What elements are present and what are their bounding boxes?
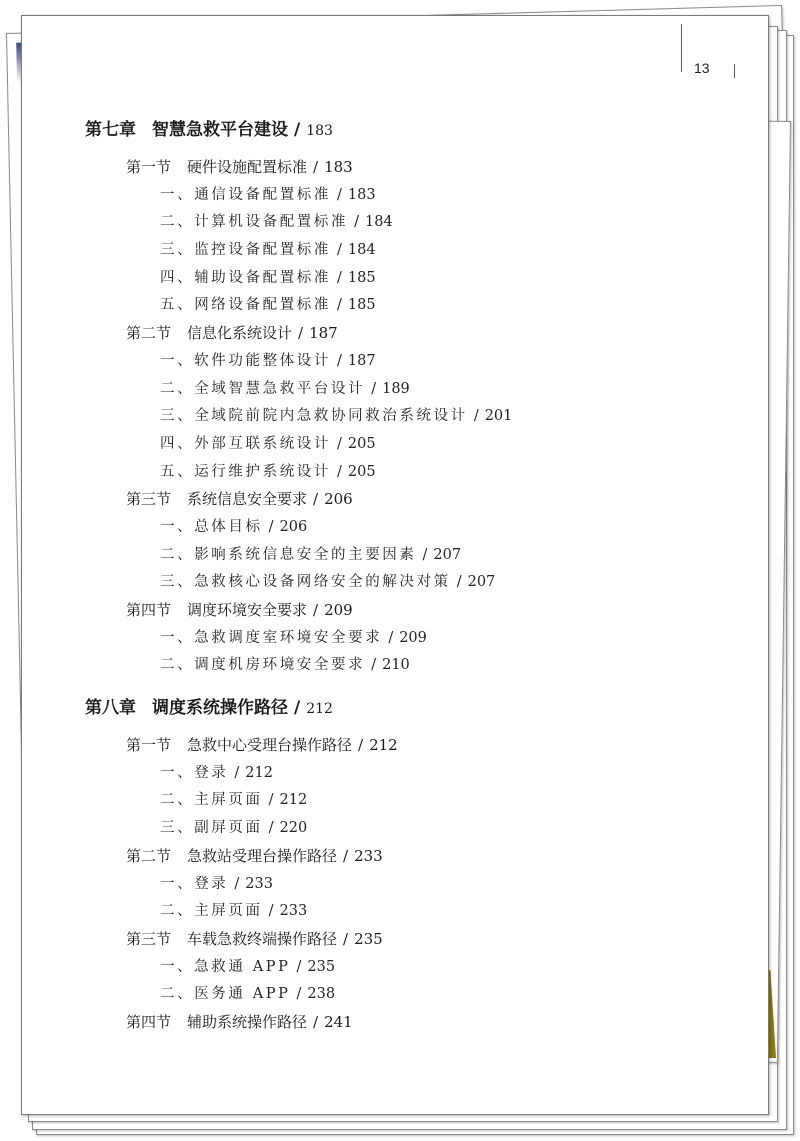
item-number: 一、 xyxy=(160,518,195,535)
item-page: 205 xyxy=(347,435,376,452)
item-title: 登录 xyxy=(194,764,229,781)
section-number: 第三节 xyxy=(126,929,172,948)
section-number: 第四节 xyxy=(126,601,172,619)
section-title: 信息化系统设计 xyxy=(187,324,293,343)
toc-item[interactable] xyxy=(85,569,745,597)
separator: / xyxy=(313,158,319,176)
item-page: 207 xyxy=(467,574,496,591)
toc-chapter[interactable] xyxy=(85,116,745,148)
item-title: 计算机设备配置标准 xyxy=(194,214,349,231)
separator: / xyxy=(354,214,359,231)
toc-item[interactable] xyxy=(85,954,745,982)
section-number: 第三节 xyxy=(126,490,172,509)
separator: / xyxy=(268,518,274,535)
chapter-page: 183 xyxy=(306,123,333,139)
separator: / xyxy=(456,574,462,591)
separator: / xyxy=(313,490,319,509)
item-number: 一、 xyxy=(160,186,195,203)
item-number: 一、 xyxy=(160,958,195,975)
toc-item[interactable] xyxy=(85,182,745,210)
separator: / xyxy=(313,1012,319,1031)
item-page: 206 xyxy=(279,518,308,535)
separator: / xyxy=(422,546,428,563)
chapter-number: 第八章 xyxy=(85,698,136,719)
separator: / xyxy=(388,629,394,646)
item-number: 一、 xyxy=(160,352,195,369)
separator: / xyxy=(371,380,377,397)
section-title: 系统信息安全要求 xyxy=(187,490,308,509)
item-number: 三、 xyxy=(160,408,195,425)
separator: / xyxy=(343,846,349,865)
separator: / xyxy=(337,297,342,314)
item-title: 副屏页面 xyxy=(194,820,263,837)
item-title: 主屏页面 xyxy=(194,792,263,809)
item-number: 二、 xyxy=(160,903,195,920)
toc-section[interactable] xyxy=(85,843,745,871)
separator: / xyxy=(268,903,274,920)
chapter-title: 智慧急救平台建设 xyxy=(152,120,288,140)
chapter-number: 第七章 xyxy=(85,120,136,140)
toc-item[interactable] xyxy=(85,981,745,1009)
section-page: 233 xyxy=(354,846,383,865)
toc-item[interactable] xyxy=(85,403,745,431)
item-number: 一、 xyxy=(160,629,195,646)
separator: / xyxy=(343,929,349,948)
toc-section[interactable] xyxy=(85,1009,745,1037)
item-page: 184 xyxy=(365,214,393,231)
section-title: 急救中心受理台操作路径 xyxy=(187,736,353,755)
toc-item[interactable] xyxy=(85,815,745,843)
toc-item[interactable] xyxy=(85,237,745,265)
item-page: 189 xyxy=(382,380,410,397)
section-title: 硬件设施配置标准 xyxy=(187,158,308,176)
section-page: 206 xyxy=(324,490,353,509)
section-page: 187 xyxy=(309,324,338,343)
item-number: 五、 xyxy=(160,463,195,480)
section-number: 第一节 xyxy=(126,736,172,755)
toc-section[interactable] xyxy=(85,926,745,954)
item-title: 软件功能整体设计 xyxy=(194,352,332,369)
section-page: 212 xyxy=(369,736,398,755)
chapter-gap xyxy=(85,680,745,694)
chapter-title: 调度系统操作路径 xyxy=(152,698,288,719)
section-number: 第二节 xyxy=(126,324,172,343)
toc-item[interactable] xyxy=(85,625,745,653)
separator: / xyxy=(337,352,342,369)
item-title: 急救通 APP xyxy=(194,958,291,975)
item-number: 一、 xyxy=(160,875,195,892)
separator: / xyxy=(337,242,342,259)
item-title: 急救调度室环境安全要求 xyxy=(194,629,383,646)
item-page: 212 xyxy=(279,792,308,809)
toc-item[interactable] xyxy=(85,265,745,293)
toc-item[interactable] xyxy=(85,787,745,815)
toc-item[interactable] xyxy=(85,760,745,788)
chapter-page: 212 xyxy=(306,701,333,718)
section-number: 第二节 xyxy=(126,846,172,865)
item-page: 233 xyxy=(245,875,273,892)
page-number: 13 xyxy=(694,60,710,76)
separator: / xyxy=(234,875,240,892)
item-number: 三、 xyxy=(160,242,195,259)
separator: / xyxy=(296,958,302,975)
separator: / xyxy=(298,324,304,343)
item-title: 影响系统信息安全的主要因素 xyxy=(194,546,417,563)
section-page: 209 xyxy=(324,601,353,619)
book-page xyxy=(21,15,769,1115)
item-number: 二、 xyxy=(160,792,195,809)
item-number: 四、 xyxy=(160,269,195,286)
item-number: 二、 xyxy=(160,657,195,674)
toc-item[interactable] xyxy=(85,652,745,680)
section-title: 车载急救终端操作路径 xyxy=(187,929,338,948)
item-number: 四、 xyxy=(160,435,195,452)
toc-item[interactable] xyxy=(85,459,745,487)
item-page: 187 xyxy=(347,352,376,369)
section-page: 235 xyxy=(354,929,383,948)
section-title: 调度环境安全要求 xyxy=(187,601,308,619)
section-page: 183 xyxy=(324,158,353,176)
toc-section[interactable] xyxy=(85,154,745,182)
separator: / xyxy=(337,435,342,452)
item-number: 三、 xyxy=(160,820,195,837)
item-number: 一、 xyxy=(160,764,195,781)
item-page: 233 xyxy=(279,903,308,920)
item-title: 监控设备配置标准 xyxy=(194,242,332,259)
separator: / xyxy=(313,601,319,619)
item-title: 登录 xyxy=(194,875,229,892)
item-number: 二、 xyxy=(160,546,195,563)
section-title: 急救站受理台操作路径 xyxy=(187,846,338,865)
separator: / xyxy=(268,792,274,809)
item-title: 急救核心设备网络安全的解决对策 xyxy=(194,574,451,591)
item-title: 主屏页面 xyxy=(194,903,263,920)
item-number: 五、 xyxy=(160,297,195,314)
toc-chapter[interactable] xyxy=(85,694,745,726)
toc-section[interactable] xyxy=(85,732,745,760)
item-page: 201 xyxy=(484,408,513,425)
item-page: 185 xyxy=(347,269,376,286)
item-number: 三、 xyxy=(160,574,195,591)
item-title: 通信设备配置标准 xyxy=(194,186,332,203)
item-number: 二、 xyxy=(160,986,195,1003)
item-title: 调度机房环境安全要求 xyxy=(194,657,366,674)
separator: / xyxy=(337,186,342,203)
toc-item[interactable] xyxy=(85,209,745,237)
item-page: 209 xyxy=(399,629,427,646)
toc-section[interactable] xyxy=(85,486,745,514)
item-title: 医务通 APP xyxy=(194,986,291,1003)
item-number: 二、 xyxy=(160,380,195,397)
item-page: 238 xyxy=(307,986,336,1003)
item-title: 全域院前院内急救协同救治系统设计 xyxy=(194,408,468,425)
item-page: 210 xyxy=(382,657,410,674)
item-page: 185 xyxy=(347,297,376,314)
item-title: 运行维护系统设计 xyxy=(194,463,332,480)
item-page: 235 xyxy=(307,958,336,975)
item-page: 205 xyxy=(347,463,376,480)
toc-section[interactable] xyxy=(85,320,745,348)
section-number: 第四节 xyxy=(126,1012,172,1031)
item-page: 184 xyxy=(347,242,376,259)
section-page: 241 xyxy=(324,1012,353,1031)
page-number-rule-left xyxy=(681,24,682,72)
item-title: 全域智慧急救平台设计 xyxy=(194,380,366,397)
item-title: 辅助设备配置标准 xyxy=(194,269,332,286)
item-title: 外部互联系统设计 xyxy=(194,435,332,452)
toc-item[interactable] xyxy=(85,898,745,926)
item-page: 212 xyxy=(245,764,273,781)
separator: / xyxy=(473,408,479,425)
toc-item[interactable] xyxy=(85,348,745,376)
item-page: 220 xyxy=(279,820,308,837)
item-page: 207 xyxy=(433,546,462,563)
separator: / xyxy=(358,736,364,755)
separator: / xyxy=(337,463,342,480)
separator: / xyxy=(296,986,302,1003)
section-title: 辅助系统操作路径 xyxy=(187,1012,308,1031)
page-number-rule-right xyxy=(734,64,735,78)
toc-item[interactable] xyxy=(85,292,745,320)
separator: / xyxy=(234,764,240,781)
toc-item[interactable] xyxy=(85,376,745,404)
section-number: 第一节 xyxy=(126,158,172,176)
item-title: 总体目标 xyxy=(194,518,263,535)
item-title: 网络设备配置标准 xyxy=(194,297,332,314)
toc-item[interactable] xyxy=(85,514,745,542)
separator: / xyxy=(294,120,301,140)
separator: / xyxy=(268,820,274,837)
toc-item[interactable] xyxy=(85,431,745,459)
toc-item[interactable] xyxy=(85,542,745,570)
separator: / xyxy=(371,657,377,674)
toc-item[interactable] xyxy=(85,871,745,899)
separator: / xyxy=(337,269,342,286)
separator: / xyxy=(294,698,301,719)
item-page: 183 xyxy=(347,186,376,203)
toc-section[interactable] xyxy=(85,597,745,625)
item-number: 二、 xyxy=(160,214,195,231)
table-of-contents xyxy=(85,116,745,1037)
